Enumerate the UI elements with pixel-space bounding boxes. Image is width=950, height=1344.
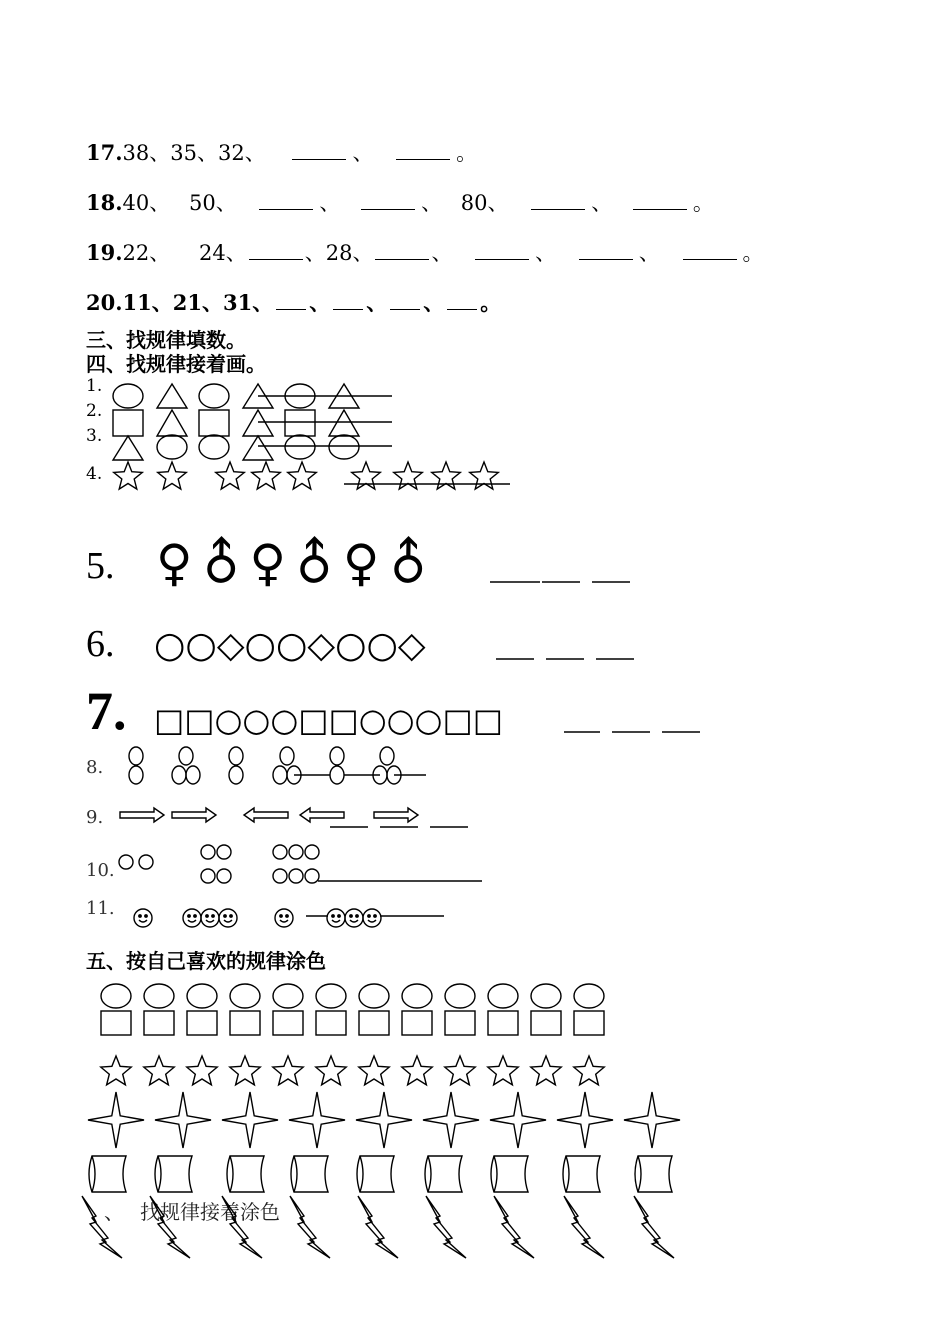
triangle-icon (329, 410, 359, 436)
lightning-icon (358, 1196, 398, 1258)
square-icon (574, 1011, 604, 1035)
square-icon (144, 1011, 174, 1035)
sep: 、 (352, 141, 374, 165)
smiley-eye (224, 915, 226, 917)
star-icon (574, 1056, 604, 1085)
sep: 、 (151, 290, 173, 315)
q20-n2: 21 (172, 290, 203, 315)
four-point-star-icon (624, 1092, 680, 1148)
ellipse-icon (330, 747, 344, 765)
arrow-right-icon (172, 808, 216, 822)
circle-icon: ○ (270, 701, 299, 739)
square-icon (316, 1011, 346, 1035)
ellipse-icon (280, 747, 294, 765)
sep: 、 (366, 290, 388, 315)
triangle-icon (157, 410, 187, 436)
ellipse-icon (359, 984, 389, 1008)
ellipse-icon (129, 766, 143, 784)
square-icon (488, 1011, 518, 1035)
item-5-label: 5. (86, 545, 115, 587)
end-mark: 。 (742, 241, 764, 265)
star-icon (230, 1056, 260, 1085)
ellipse-icon (229, 766, 243, 784)
sep: 、 (309, 290, 331, 315)
circle-icon (139, 855, 153, 869)
ellipse-icon (488, 984, 518, 1008)
smiley-icon (363, 909, 381, 927)
sep: 、 (202, 290, 224, 315)
mars-icon: ♂ (278, 526, 351, 600)
venus-icon: ♀ (249, 534, 287, 592)
smiley-eye (332, 915, 334, 917)
sep: 、 (319, 191, 341, 215)
smiley-eye (194, 915, 196, 917)
smiley-mouth (224, 920, 232, 922)
lightning-icon (634, 1196, 674, 1258)
ellipse-icon (402, 984, 432, 1008)
square-icon: □ (184, 701, 215, 739)
item-8-label: 8. (86, 757, 104, 778)
sep: 、 (244, 141, 266, 165)
q17-n2: 35 (170, 141, 198, 165)
four-point-star-icon (356, 1092, 412, 1148)
square-icon (101, 1011, 131, 1035)
smiley-eye (368, 915, 370, 917)
circle-icon: ○ (414, 701, 443, 739)
ellipse-icon (157, 435, 187, 459)
star-icon (531, 1056, 561, 1085)
ellipse-icon (380, 747, 394, 765)
scroll-curl (360, 1156, 363, 1192)
smiley-icon (219, 909, 237, 927)
ellipse-icon (230, 984, 260, 1008)
smiley-eye (188, 915, 190, 917)
smiley-eye (374, 915, 376, 917)
lightning-icon (82, 1196, 122, 1258)
smiley-icon (201, 909, 219, 927)
star-icon (352, 462, 381, 489)
square-icon (187, 1011, 217, 1035)
smiley-mouth (206, 920, 214, 922)
arrow-left-icon (244, 808, 288, 822)
sep: 、 (252, 290, 274, 315)
smiley-mouth (368, 920, 376, 922)
question-19-label: 19. (86, 240, 123, 265)
smiley-eye (145, 915, 147, 917)
square-icon: □ (154, 701, 185, 739)
sep: 、 (352, 241, 374, 265)
smiley-mouth (280, 920, 288, 922)
square-icon (113, 410, 143, 436)
lightning-icon (150, 1196, 190, 1258)
circle-icon: ○ (366, 625, 398, 666)
q20-n3: 31 (223, 290, 253, 315)
diamond-icon: ◇ (397, 625, 426, 666)
ellipse-icon (199, 384, 229, 408)
scroll-curl (638, 1156, 641, 1192)
diamond-icon: ◇ (307, 625, 336, 666)
circle-icon (289, 845, 303, 859)
star-icon (158, 462, 187, 489)
ellipse-icon (129, 747, 143, 765)
circle-icon: ○ (275, 625, 308, 666)
square-icon: □ (442, 701, 473, 739)
q19-n2: 24 (198, 241, 226, 265)
smiley-icon (345, 909, 363, 927)
square-icon (230, 1011, 260, 1035)
smiley-icon (134, 909, 152, 927)
item-1-label: 1. (86, 376, 103, 396)
end-mark: 。 (480, 290, 502, 315)
circle-icon: ○ (335, 625, 367, 666)
star-icon (216, 462, 245, 489)
ellipse-icon (574, 984, 604, 1008)
sep: 、 (638, 241, 660, 265)
ellipse-icon (316, 984, 346, 1008)
arrow-right-icon (374, 808, 418, 822)
square-icon (402, 1011, 432, 1035)
star-icon (316, 1056, 346, 1085)
ellipse-icon (273, 984, 303, 1008)
ellipse-icon (229, 747, 243, 765)
q17-n3: 32 (218, 141, 245, 165)
smiley-eye (350, 915, 352, 917)
sep: 、 (591, 191, 613, 215)
scroll-curl (294, 1156, 297, 1192)
ellipse-icon (199, 435, 229, 459)
item-4-label: 4. (86, 464, 103, 484)
heading-6-text: 找规律接着涂色 (140, 1200, 280, 1224)
circle-icon: ○ (154, 625, 186, 666)
circle-icon (217, 845, 231, 859)
square-icon (285, 410, 315, 436)
scroll-curl (92, 1156, 95, 1192)
circle-icon (201, 845, 215, 859)
mars-icon: ♂ (371, 526, 445, 600)
star-icon (252, 462, 281, 489)
circle-icon: ○ (214, 701, 243, 739)
q18-n2: 50 (188, 191, 216, 215)
venus-icon: ♀ (342, 534, 380, 592)
smiley-eye (356, 915, 358, 917)
circle-icon: ○ (244, 625, 276, 666)
lightning-icon (494, 1196, 534, 1258)
arrow-right-icon (120, 808, 164, 822)
heading-3: 三、找规律填数。 (86, 328, 246, 352)
ellipse-icon (179, 747, 193, 765)
four-point-star-icon (222, 1092, 278, 1148)
lightning-icon (290, 1196, 330, 1258)
scroll-curl (566, 1156, 569, 1192)
circle-icon (201, 869, 215, 883)
item-3-label: 3. (86, 426, 103, 446)
q18-n1: 40 (122, 191, 150, 215)
circle-icon (289, 869, 303, 883)
smiley-icon (183, 909, 201, 927)
ellipse-icon (187, 984, 217, 1008)
four-point-star-icon (155, 1092, 211, 1148)
sep: 、 (149, 191, 171, 215)
star-icon (470, 462, 499, 489)
smiley-mouth (188, 920, 196, 922)
item-2-label: 2. (86, 401, 103, 421)
circle-icon: ○ (386, 701, 415, 739)
arrow-left-icon (300, 808, 344, 822)
star-icon (114, 462, 143, 489)
item-11-label: 11. (86, 898, 115, 919)
lightning-icon (426, 1196, 466, 1258)
smiley-icon (327, 909, 345, 927)
star-icon (273, 1056, 303, 1085)
star-icon (402, 1056, 432, 1085)
sep: 、 (423, 290, 445, 315)
star-icon (288, 462, 317, 489)
four-point-star-icon (289, 1092, 345, 1148)
star-icon (488, 1056, 518, 1085)
square-icon: □ (328, 701, 359, 739)
circle-icon (217, 869, 231, 883)
lightning-icon (222, 1196, 262, 1258)
ellipse-icon (101, 984, 131, 1008)
triangle-icon (243, 436, 273, 460)
square-icon (445, 1011, 475, 1035)
scroll-curl (494, 1156, 497, 1192)
end-mark: 。 (456, 141, 478, 165)
sep: 、 (149, 241, 171, 265)
circle-icon (305, 845, 319, 859)
star-icon (187, 1056, 217, 1085)
square-icon: □ (472, 701, 503, 739)
question-20-label: 20. (86, 290, 123, 315)
sep: 、 (431, 241, 453, 265)
star-icon (144, 1056, 174, 1085)
circle-icon (273, 845, 287, 859)
four-point-star-icon (88, 1092, 144, 1148)
venus-icon: ♀ (156, 534, 193, 592)
ellipse-icon (329, 435, 359, 459)
star-icon (101, 1056, 131, 1085)
sep: 、 (421, 191, 443, 215)
smiley-icon (275, 909, 293, 927)
star-icon (432, 462, 461, 489)
smiley-eye (206, 915, 208, 917)
q19-n3: 28 (325, 241, 353, 265)
question-17-label: 17. (86, 140, 123, 165)
ellipse-icon (144, 984, 174, 1008)
smiley-eye (338, 915, 340, 917)
heading-4: 四、找规律接着画。 (86, 352, 266, 376)
q19-n1: 22 (122, 241, 150, 265)
item-7-label: 7. (86, 681, 127, 741)
scroll-curl (158, 1156, 161, 1192)
q17-n1: 38 (122, 141, 150, 165)
ellipse-icon (531, 984, 561, 1008)
sep: 、 (215, 191, 237, 215)
sep: 、 (304, 241, 326, 265)
star-icon (445, 1056, 475, 1085)
circle-icon: ○ (242, 701, 271, 739)
square-icon (199, 410, 229, 436)
ellipse-icon (330, 766, 344, 784)
circle-icon: ○ (358, 701, 387, 739)
smiley-mouth (332, 920, 340, 922)
question-18-label: 18. (86, 190, 123, 215)
q20-n1: 11 (122, 290, 152, 315)
star-icon (394, 462, 423, 489)
end-mark: 。 (692, 191, 714, 215)
square-icon (531, 1011, 561, 1035)
smiley-eye (212, 915, 214, 917)
smiley-eye (286, 915, 288, 917)
diamond-icon: ◇ (216, 625, 245, 666)
sep: 、 (487, 191, 509, 215)
ellipse-icon (285, 435, 315, 459)
four-point-star-icon (557, 1092, 613, 1148)
square-icon (273, 1011, 303, 1035)
item-10-label: 10. (86, 860, 115, 881)
sep: 、 (535, 241, 557, 265)
circle-icon (119, 855, 133, 869)
four-point-star-icon (423, 1092, 479, 1148)
smiley-eye (230, 915, 232, 917)
smiley-mouth (139, 920, 147, 922)
smiley-mouth (350, 920, 358, 922)
square-icon (359, 1011, 389, 1035)
sep: 、 (149, 141, 171, 165)
q18-n3: 80 (460, 191, 488, 215)
four-point-star-icon (490, 1092, 546, 1148)
ellipse-icon (273, 766, 287, 784)
scroll-curl (230, 1156, 233, 1192)
sep: 、 (225, 241, 247, 265)
lightning-icon (564, 1196, 604, 1258)
heading-6-mark: 、 (104, 1200, 124, 1224)
smiley-eye (280, 915, 282, 917)
heading-5: 五、按自己喜欢的规律涂色 (86, 949, 326, 973)
ellipse-icon (172, 766, 186, 784)
circle-icon: ○ (185, 625, 217, 666)
ellipse-icon (113, 384, 143, 408)
scroll-curl (428, 1156, 431, 1192)
star-icon (359, 1056, 389, 1085)
circle-icon (273, 869, 287, 883)
ellipse-icon (186, 766, 200, 784)
triangle-icon (157, 384, 187, 408)
mars-icon: ♂ (184, 526, 258, 600)
sep: 、 (197, 141, 219, 165)
triangle-icon (243, 410, 273, 436)
item-9-label: 9. (86, 807, 104, 828)
square-icon: □ (298, 701, 329, 739)
triangle-icon (113, 436, 143, 460)
item-6-label: 6. (86, 623, 115, 665)
smiley-eye (139, 915, 141, 917)
ellipse-icon (445, 984, 475, 1008)
circle-icon (305, 869, 319, 883)
